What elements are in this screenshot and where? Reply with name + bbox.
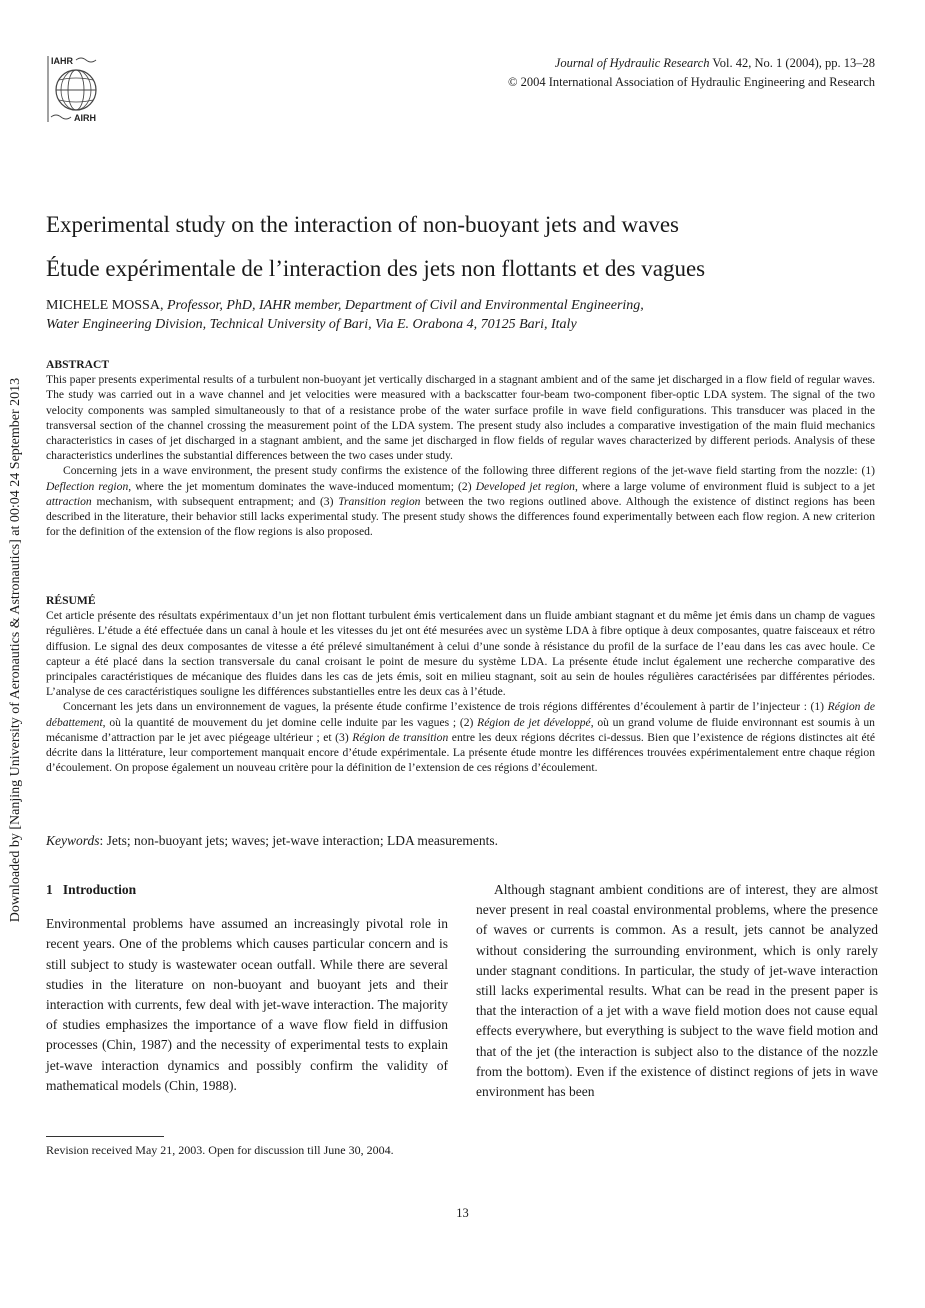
keywords-line [46, 832, 498, 850]
title-french: Étude expérimentale de l’interaction des jets non flottants et des vagues [46, 256, 706, 281]
author-affiliation-2: Water Engineering Division, Technical University of Bari, Via E. Orabona 4, 70125 Bari, Italy [46, 317, 577, 332]
keywords-text: : Jets; non-buoyant jets; waves; jet-wave interaction; LDA measurements. [99, 833, 499, 848]
logo-bottom-text: AIRH [74, 113, 96, 123]
resume-paragraph-2: Concernant les jets dans un environnement de vagues, la présente étude confirme l’existence de trois régions différentes d’écoulement à partir de l’injecteur : (1) Région de débattement, où la quantité de mouvement du jet domine celle induite par les vagues ; (2) Région de jet développé, où un grand volume de fluide environnant est soumis à un mécanisme d’attraction par le jet avec piégeage ultérieur ; et (3) Région de transition entre les deux régions décrites ci-dessus. Bien que l’existence de régions distinctes ait été décrite dans la littérature, leur comportement manquait encore d’étude expérimentale. La présente étude montre les différences trouvées expérimentalement entre chaque région d’écoulement. On propose également un nouveau critère pour la définition de l’extension de ces régions d’écoulement. [46, 700, 875, 775]
section-heading-introduction: 1 Introduction [46, 882, 137, 897]
resume-paragraph-1: Cet article présente des résultats expérimentaux d’un jet non flottant turbulent émis verticalement dans un fluide ambiant stagnant et du même jet émis dans un champ de vagues régulières. L’étude a été effectuée dans un canal à houle et les vitesses du jet ont été mesurées avec un système LDA à fibre optique à deux composantes, quatre faisceaux et rétro diffusion. Le signal des deux composantes de vitesse a été prélevé simultanément à celui d’une sonde à résistance du profil de la surface de l’eau dans les cas avec houle. Ce capteur a été placé dans la section transversale du canal croisant le point de mesure du système LDA. La présente étude inclut également une recherche comparative des principales caractéristiques de mécanique des fluides dans les cas de jets émis, soit en milieu stagnant, soit au sein de houles régulières caractérisées par différentes périodes. L’analyse de ces caractéristiques souligne les différences substantielles entre les deux cas à l’étude. [46, 609, 875, 699]
journal-name: Journal of Hydraulic Research [554, 56, 710, 70]
intro-paragraph-2: Although stagnant ambient conditions are of interest, they are almost never present in real coastal environmental problems, where the presence of waves or currents is common. As a result, jets cannot be analyzed without considering the surrounding environment, which is only rarely under stagnant conditions. In particular, the study of jet-wave interaction still lacks experimental results. What can be read in the present paper is that the interaction of a jet with a wave field motion does not cause equal effects everywhere, but everything is subject to the wave field motion and that of the jet (the interaction is subject also to the distance of the nozzle from the bottom). Even if the existence of distinct regions of jets in wave environment has been [476, 882, 878, 1100]
resume-heading: RÉSUMÉ [46, 594, 96, 607]
globe-icon [46, 54, 102, 124]
abstract-section [46, 357, 875, 539]
download-sidebar: Downloaded by [Nanjing University of Aeronautics & Astronautics] at 00:04 24 September 2013 [8, 377, 23, 923]
logo-top-text: IAHR [51, 56, 73, 66]
keywords-label: Keywords [46, 833, 100, 848]
author-name: MICHELE MOSSA, [46, 298, 164, 313]
journal-copyright: © 2004 International Association of Hydraulic Engineering and Research [507, 75, 875, 89]
footnote-rule [46, 1136, 164, 1137]
intro-paragraph-1: Environmental problems have assumed an increasingly pivotal role in recent years. One of the problems which causes particular concern and is still subject to study is wastewater ocean outfall. While there are several studies in the literature on non-buoyant and buoyant jets and their interaction with currents, few deal with jet-wave interaction. The majority of studies emphasizes the importance of a wave flow field in diffusion processes (Chin, 1987) and the necessity of experimental tests to explain jet-wave interaction dynamics and possibly confirm the validity of mathematical models (Chin, 1988). [46, 916, 448, 1093]
abstract-paragraph-2: Concerning jets in a wave environment, the present study confirms the existence of the following three different regions of the jet-wave field starting from the nozzle: (1) Deflection region, where the jet momentum dominates the wave-induced momentum; (2) Developed jet region, where a large volume of environment fluid is subject to a jet attraction mechanism, with subsequent entrapment; and (3) Transition region between the two regions outlined above. Although the existence of distinct regions has been described in the literature, their behavior still lacks experimental study. The present study shows the differences found experimentally between each flow region. A new criterion for the definition of the extension of the flow regions is also proposed. [46, 464, 876, 539]
journal-header [508, 54, 875, 92]
journal-citation [508, 54, 875, 73]
abstract-heading: ABSTRACT [46, 358, 110, 371]
iahr-logo [46, 54, 102, 124]
abstract-paragraph-1: This paper presents experimental results of a turbulent non-buoyant jet vertically discharged in a stagnant ambient and of the same jet discharged in a flow field of regular waves. The study was carried out in a wave channel and jet velocities were measured with a backscatter four-beam two-component fiber-optic LDA system. The signal of the two velocity components was sampled simultaneously to that of a resistance probe of the water surface profile in wave field configurations. This transducer was placed in the transversal section of the channel crossing the measurement point of the LDA system. The present study also includes a comparative investigation of the main fluid mechanics characteristics in cases of jet discharged in a stagnant ambient, and the same jet discharged in flow fields of regular waves characterized by different periods. Analysis of these characteristics underlines the substantial differences between the two cases under study. [46, 373, 875, 463]
author-affiliation-1: Professor, PhD, IAHR member, Department of Civil and Environmental Engineering, [163, 298, 644, 313]
body-column-right [476, 880, 878, 1102]
journal-issue: Vol. 42, No. 1 (2004), pp. 13–28 [709, 56, 875, 70]
resume-section [46, 593, 875, 775]
page-number: 13 [456, 1206, 469, 1220]
title-english: Experimental study on the interaction of non-buoyant jets and waves [46, 212, 679, 237]
author-block [46, 296, 886, 334]
body-column-left [46, 880, 448, 1096]
footnote: Revision received May 21, 2003. Open for discussion till June 30, 2004. [46, 1143, 394, 1157]
